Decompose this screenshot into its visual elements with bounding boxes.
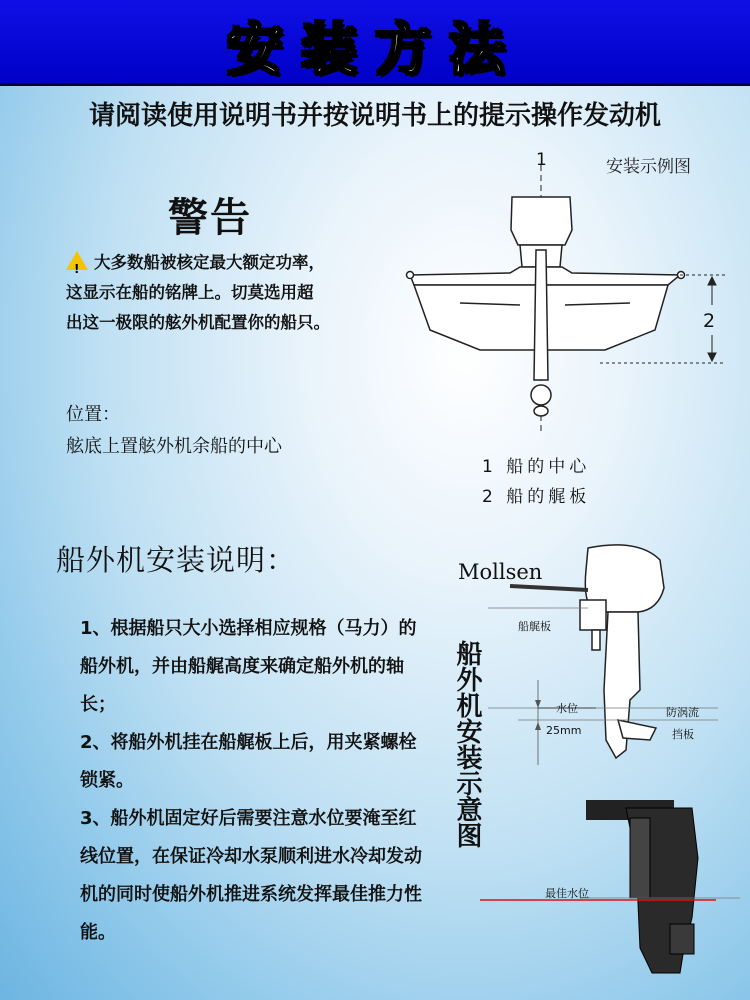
red-water-line [480, 890, 720, 910]
warning-line-1: 大多数船被核定最大额定功率， [94, 253, 325, 272]
instructions-body [36, 610, 426, 952]
marker-2: 2 [703, 310, 716, 332]
label-anti-vortex-2: 挡板 [672, 728, 694, 741]
warning-line-2: 这显示在船的铭牌上。切莫选用超 [66, 283, 314, 302]
example-caption: 安装示例图 [606, 157, 691, 177]
subtitle: 请阅读使用说明书并按说明书上的提示操作发动机 [88, 101, 661, 131]
instructions-title: 船外机安装说明： [56, 543, 297, 577]
boat-diagram [400, 145, 730, 445]
instruction-step-3: 3、船外机固定好后需要注意水位要淹至红线位置，在保证冷却水泵顺利进水冷却发动机的同时使船外机推进系统发挥最佳推力性能。 [80, 808, 422, 943]
motor-lower-unit-diagram [580, 798, 740, 980]
label-anti-vortex-1: 防涡流 [666, 706, 699, 719]
label-25mm: 25mm [546, 724, 582, 737]
motor-diagram-title: 船外机安装示意图 [452, 640, 482, 848]
warning-line-3: 出这一极限的舷外机配置你的船只。 [66, 313, 330, 332]
label-best-water-level: 最佳水位 [545, 887, 589, 900]
legend-transom: 2 船的艉板 [482, 487, 591, 507]
warning-triangle-icon: ! [66, 251, 88, 270]
warning-title: 警告 [168, 195, 252, 241]
marker-1: 1 [536, 150, 547, 170]
label-transom: 船艉板 [518, 620, 551, 633]
position-label: 位置： [66, 404, 120, 425]
boat-hull [407, 197, 685, 416]
instruction-step-2: 2、将船外机挂在船艉板上后，用夹紧螺栓锁紧。 [80, 732, 417, 791]
title-banner [0, 0, 750, 86]
legend-boat-center: 1 船的中心 [482, 457, 591, 477]
warning-text [66, 248, 396, 338]
label-water-level: 水位 [556, 702, 578, 715]
instruction-step-1: 1、根据船只大小选择相应规格（马力）的船外机，并由船艉高度来确定船外机的轴长； [80, 618, 417, 715]
tiller-handle [510, 586, 588, 590]
brand-name: Mollsen [458, 560, 543, 584]
banner-title: 安装方法 [227, 17, 523, 83]
position-text: 舷底上置舷外机余船的中心 [66, 436, 282, 457]
